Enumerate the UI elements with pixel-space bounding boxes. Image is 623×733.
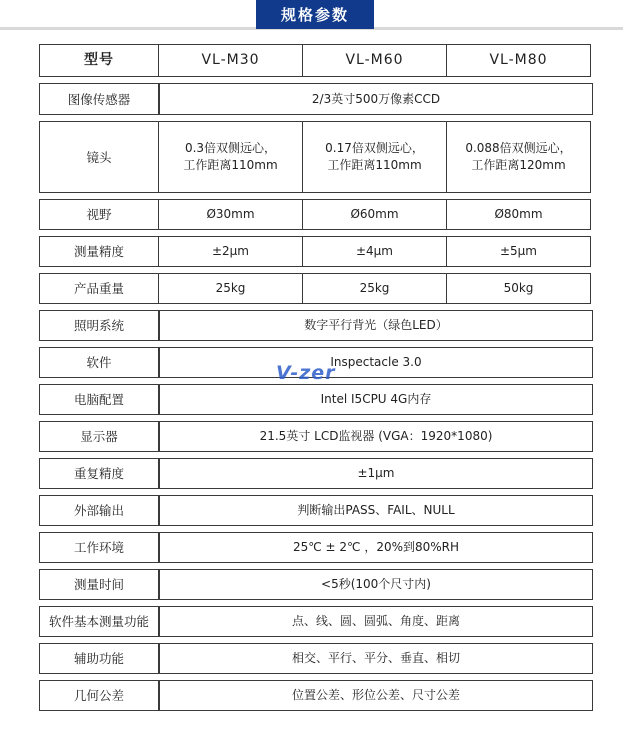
- table-row: [39, 495, 593, 526]
- lens-line-1: 0.088倍双侧远心，: [465, 141, 572, 155]
- row-value: Inspectacle 3.0: [159, 347, 593, 378]
- table-row: [39, 643, 593, 674]
- row-label: 镜头: [39, 121, 159, 193]
- header-model-1: VL-M30: [158, 44, 303, 77]
- row-value: 25℃ ± 2℃ ，20%到80%RH: [159, 532, 593, 563]
- table-row: [39, 458, 593, 489]
- row-label: 软件: [39, 347, 159, 378]
- row-value: [302, 121, 447, 193]
- table-row: [39, 310, 593, 341]
- row-value: 25kg: [158, 273, 303, 304]
- lens-line-2: 工作距离110mm: [327, 158, 422, 172]
- table-header-row: [39, 44, 593, 77]
- row-value: ±1μm: [159, 458, 593, 489]
- row-label: 视野: [39, 199, 159, 230]
- row-value: 判断输出PASS、FAIL、NULL: [159, 495, 593, 526]
- row-value: 位置公差、形位公差、尺寸公差: [159, 680, 593, 711]
- table-row: [39, 384, 593, 415]
- row-label: 照明系统: [39, 310, 159, 341]
- table-row: [39, 121, 593, 193]
- row-value: 点、线、圆、圆弧、角度、距离: [159, 606, 593, 637]
- row-value: 2/3英寸500万像素CCD: [159, 83, 593, 115]
- row-label: 辅助功能: [39, 643, 159, 674]
- row-value: [446, 121, 591, 193]
- table-row: [39, 532, 593, 563]
- table-row: [39, 680, 593, 711]
- lens-line-2: 工作距离110mm: [183, 158, 278, 172]
- row-value: Ø60mm: [302, 199, 447, 230]
- row-label: 测量精度: [39, 236, 159, 267]
- row-label: 电脑配置: [39, 384, 159, 415]
- row-value: 相交、平行、平分、垂直、相切: [159, 643, 593, 674]
- table-row: [39, 569, 593, 600]
- row-label: 图像传感器: [39, 83, 159, 115]
- row-label: 工作环境: [39, 532, 159, 563]
- row-label: 外部输出: [39, 495, 159, 526]
- header-model-2: VL-M60: [302, 44, 447, 77]
- row-value: Ø30mm: [158, 199, 303, 230]
- header-label: 型号: [39, 44, 159, 77]
- row-value: 21.5英寸 LCD监视器 (VGA：1920*1080): [159, 421, 593, 452]
- table-row: [39, 199, 593, 230]
- row-value: Intel I5CPU 4G内存: [159, 384, 593, 415]
- table-row: [39, 83, 593, 115]
- lens-line-2: 工作距离120mm: [471, 158, 566, 172]
- table-row: [39, 236, 593, 267]
- row-label: 软件基本测量功能: [39, 606, 159, 637]
- lens-line-1: 0.17倍双侧远心，: [325, 141, 424, 155]
- row-label: 显示器: [39, 421, 159, 452]
- table-row: [39, 273, 593, 304]
- row-value: 50kg: [446, 273, 591, 304]
- row-label: 测量时间: [39, 569, 159, 600]
- section-title: 规格参数: [256, 0, 374, 29]
- row-value: ±2μm: [158, 236, 303, 267]
- row-label: 产品重量: [39, 273, 159, 304]
- row-value: Ø80mm: [446, 199, 591, 230]
- row-label: 重复精度: [39, 458, 159, 489]
- lens-line-1: 0.3倍双侧远心，: [184, 141, 277, 155]
- row-value: [158, 121, 303, 193]
- table-row: [39, 606, 593, 637]
- row-label: 几何公差: [39, 680, 159, 711]
- row-value: <5秒(100个尺寸内): [159, 569, 593, 600]
- table-row: [39, 421, 593, 452]
- row-value: ±4μm: [302, 236, 447, 267]
- row-value: ±5μm: [446, 236, 591, 267]
- header-model-3: VL-M80: [446, 44, 591, 77]
- row-value: 数字平行背光（绿色LED）: [159, 310, 593, 341]
- row-value: 25kg: [302, 273, 447, 304]
- watermark-logo: V-zer: [276, 362, 336, 384]
